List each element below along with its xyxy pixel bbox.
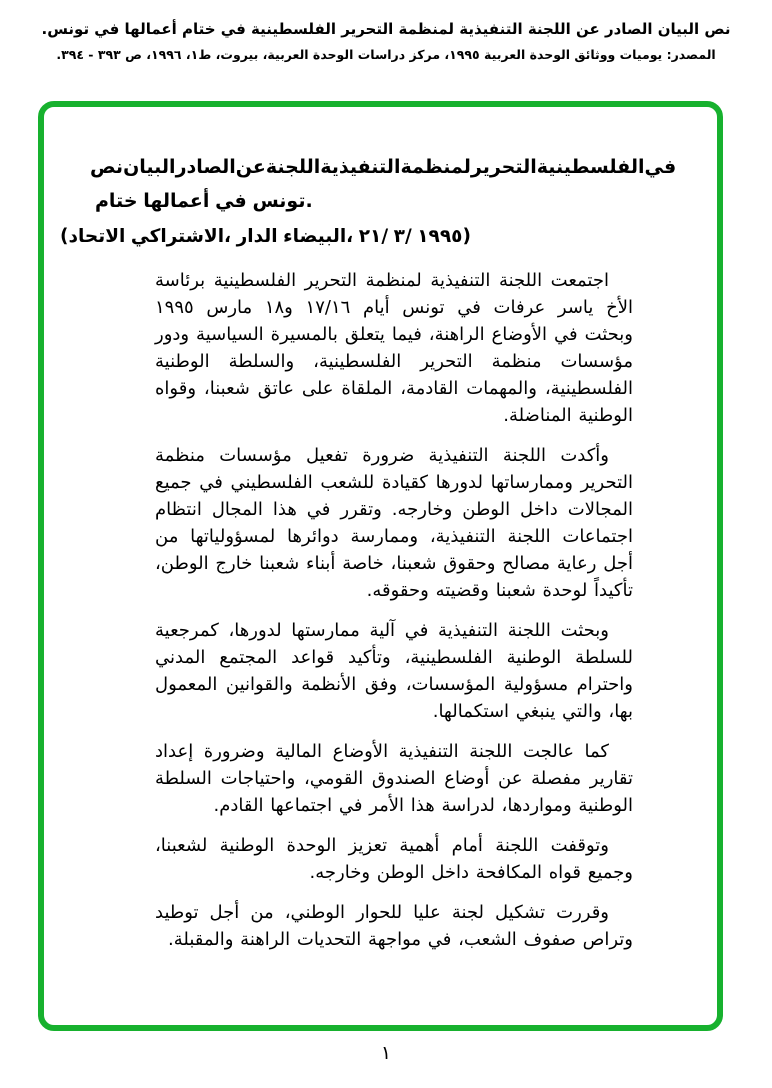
title-word: التنفيذية — [320, 156, 401, 178]
doc-title-line2 — [95, 185, 677, 217]
page-header — [0, 0, 772, 64]
header-citation-line1: نص البيان الصادر عن اللجنة التنفيذية لمنظمة التحرير الفلسطينية في ختام أعمالها في تونس. — [41, 20, 731, 38]
title-word: البيان — [123, 156, 176, 178]
doc-title-line1 — [90, 151, 677, 183]
title-word: ٢١/ — [358, 226, 389, 247]
body-paragraph: وقررت تشكيل لجنة عليا للحوار الوطني، من أجل توطيد وتراص صفوف الشعب، في مواجهة التحديات الراهنة والمقبلة. — [155, 902, 633, 950]
header-citation-line2: المصدر: يوميات ووثائق الوحدة العربية ١٩٩٥، مركز دراسات الوحدة العربية، بيروت، ط١، ١٩٩٦، ص ٣٩٣ - ٣٩٤. — [56, 47, 716, 62]
title-word: أعمالها — [143, 190, 210, 212]
title-word: ختام — [95, 190, 138, 212]
doc-body — [155, 267, 633, 953]
body-paragraph: وأكدت اللجنة التنفيذية ضرورة تفعيل مؤسسات منظمة التحرير وممارساتها لدورها كقيادة للشعب الفلسطيني في جميع المجالات داخل الوطن وخارجه. وتقرر في هذا المجال انتظام اجتماعات اللجنة التنفيذية، وممارسة دوائرها لمسؤولياتها من أجل رعاية مصالح وحقوق شعبنا، خاصة أبناء شعبنا خارج الوطن، تأكيداً لوحدة شعبنا وقضيته وحقوقه. — [155, 445, 633, 601]
body-paragraph: وبحثت اللجنة التنفيذية في آلية ممارستها لدورها، كمرجعية للسلطة الوطنية الفلسطينية، وتأكيد قواعد المجتمع المدني واحترام مسؤولية المؤسسات، وفق الأنظمة والقوانين المعمول بها، والتي ينبغي استكمالها. — [155, 620, 633, 722]
title-word: تونس. — [252, 190, 313, 212]
title-word: عن — [235, 156, 266, 178]
title-word: ٣/ — [393, 226, 412, 247]
title-word: (الاتحاد — [60, 226, 126, 247]
document-box — [38, 101, 723, 1031]
title-word: الفلسطينية — [536, 156, 645, 178]
page-number: ١ — [380, 1042, 392, 1064]
title-word: الصادر — [175, 156, 236, 178]
body-paragraph: كما عالجت اللجنة التنفيذية الأوضاع المالية وضرورة إعداد تقارير مفصلة عن أوضاع الصندوق القومي، واحتياجات السلطة الوطنية ومواردها، لدراسة هذا الأمر في اجتماعها القادم. — [155, 741, 633, 816]
title-word: البيضاء، — [283, 226, 354, 247]
body-paragraph: اجتمعت اللجنة التنفيذية لمنظمة التحرير الفلسطينية برئاسة الأخ ياسر عرفات في تونس أيام ١٧/١٦ و١٨ مارس ١٩٩٥ وبحثت في الأوضاع الراهنة، فيما يتعلق بالمسيرة السياسية ودور مؤسسات منظمة التحرير الفلسطينية، والسلطة الوطنية الفلسطينية، والمهمات القادمة، الملقاة على عاتق شعبنا، وقواه الوطنية المناضلة. — [155, 270, 633, 426]
doc-source-line — [60, 221, 677, 253]
title-word: اللجنة — [265, 156, 321, 178]
title-word: الدار — [236, 226, 278, 247]
title-word: التحرير — [470, 156, 537, 178]
document-title-block — [60, 151, 677, 253]
body-paragraph: وتوقفت اللجنة أمام أهمية تعزيز الوحدة الوطنية لشعبنا، وجميع قواه المكافحة داخل الوطن وخارجه. — [155, 835, 633, 883]
title-word: الاشتراكي، — [130, 226, 232, 247]
title-word: ١٩٩٥) — [417, 226, 471, 247]
title-word: في — [644, 156, 677, 178]
title-word: في — [215, 190, 247, 212]
title-word: نص — [90, 156, 124, 178]
title-word: لمنظمة — [400, 156, 471, 178]
